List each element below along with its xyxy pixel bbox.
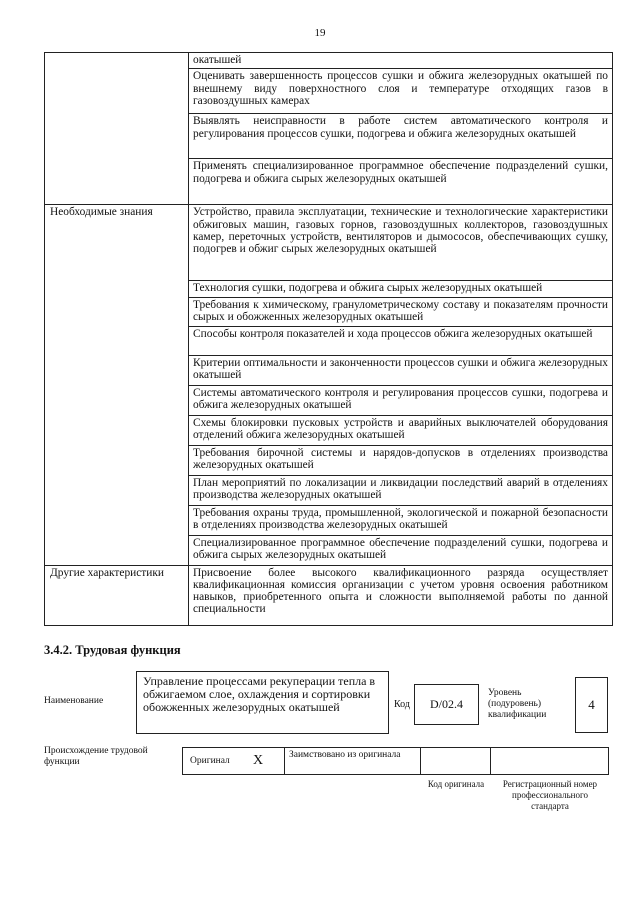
knowledge-label-cell: Необходимые знания [45,205,189,565]
borrowed-cell: Заимствовано из оригинала [284,747,421,775]
knowledge-item: Схемы блокировки пусковых устройств и аварийных выключателей оборудования отделений обжига железорудных окатышей [189,415,613,445]
original-mark: X [253,753,264,768]
level-label: Уровень (подуровень) квалификации [488,688,547,720]
section-heading: 3.4.2. Трудовая функция [44,643,181,657]
registration-number-cell [490,747,609,775]
knowledge-item: План мероприятий по локализации и ликвидации последствий аварий в отделениях производства железорудных окатышей [189,475,613,505]
skills-label-cell [45,53,189,205]
code-label: Код [394,699,410,710]
knowledge-item: Системы автоматического контроля и регулирования процессов сушки, подогрева и обжига железорудных окатышей [189,385,613,415]
other-characteristics-item: Присвоение более высокого квалификационного разряда осуществляет квалификационная комиссия организации с учетом уровня освоения работником навыков, приобретенного опыта и сложности выполняемой работы по данной специальности [189,565,613,625]
code-value-box: D/02.4 [414,684,479,725]
code-original-cell [420,747,491,775]
function-name-box: Управление процессами рекуперации тепла в обжигаемом слое, охлаждения и сортировки обожженных железорудных окатышей [136,671,389,734]
knowledge-item: Технология сушки, подогрева и обжига сырых железорудных окатышей [189,281,613,297]
original-cell [182,747,285,775]
page-number: 19 [314,27,326,39]
skill-item: Применять специализированное программное обеспечение подразделений сушки, подогрева и обжига сырых железорудных окатышей [189,159,613,205]
knowledge-item: Устройство, правила эксплуатации, технические и технологические характеристики обжиговых машин, газовых горнов, газовоздушных коллекторов, газовоздушных камер, переточных устройств, вентиляторов и дымососов, обеспечивающих сушку, подогрев и обжиг сырых железорудных окатышей [189,205,613,281]
knowledge-item: Способы контроля показателей и хода процессов обжига железорудных окатышей [189,326,613,355]
skill-item: Выявлять неисправности в работе систем автоматического контроля и регулирования процессов сушки, подогрева и обжига железорудных окатышей [189,114,613,159]
knowledge-item: Специализированное программное обеспечение подразделений сушки, подогрева и обжига сырых железорудных окатышей [189,535,613,565]
skills-knowledge-table [44,52,613,626]
origin-label: Происхождение трудовой функции [44,746,148,767]
level-value-box: 4 [575,677,608,733]
skill-item: окатышей [189,53,613,69]
other-characteristics-label-cell: Другие характеристики [45,565,189,625]
knowledge-item: Требования к химическому, гранулометрическому составу и показателям прочности сырых и обожженных железорудных окатышей [189,297,613,326]
knowledge-item: Требования бирочной системы и нарядов-допусков в отделениях производства железорудных окатышей [189,445,613,475]
name-label: Наименование [44,696,104,706]
code-original-caption: Код оригинала [427,779,485,789]
original-label: Оригинал [190,756,230,766]
knowledge-item: Требования охраны труда, промышленной, экологической и пожарной безопасности в отделениях производства железорудных окатышей [189,505,613,535]
registration-number-caption: Регистрационный номер профессионального стандарта [502,779,598,811]
skill-item: Оценивать завершенность процессов сушки и обжига железорудных окатышей по внешнему виду поверхностного слоя и температуре отходящих газов в газовоздушных камерах [189,69,613,114]
knowledge-item: Критерии оптимальности и законченности процессов сушки и обжига железорудных окатышей [189,355,613,385]
